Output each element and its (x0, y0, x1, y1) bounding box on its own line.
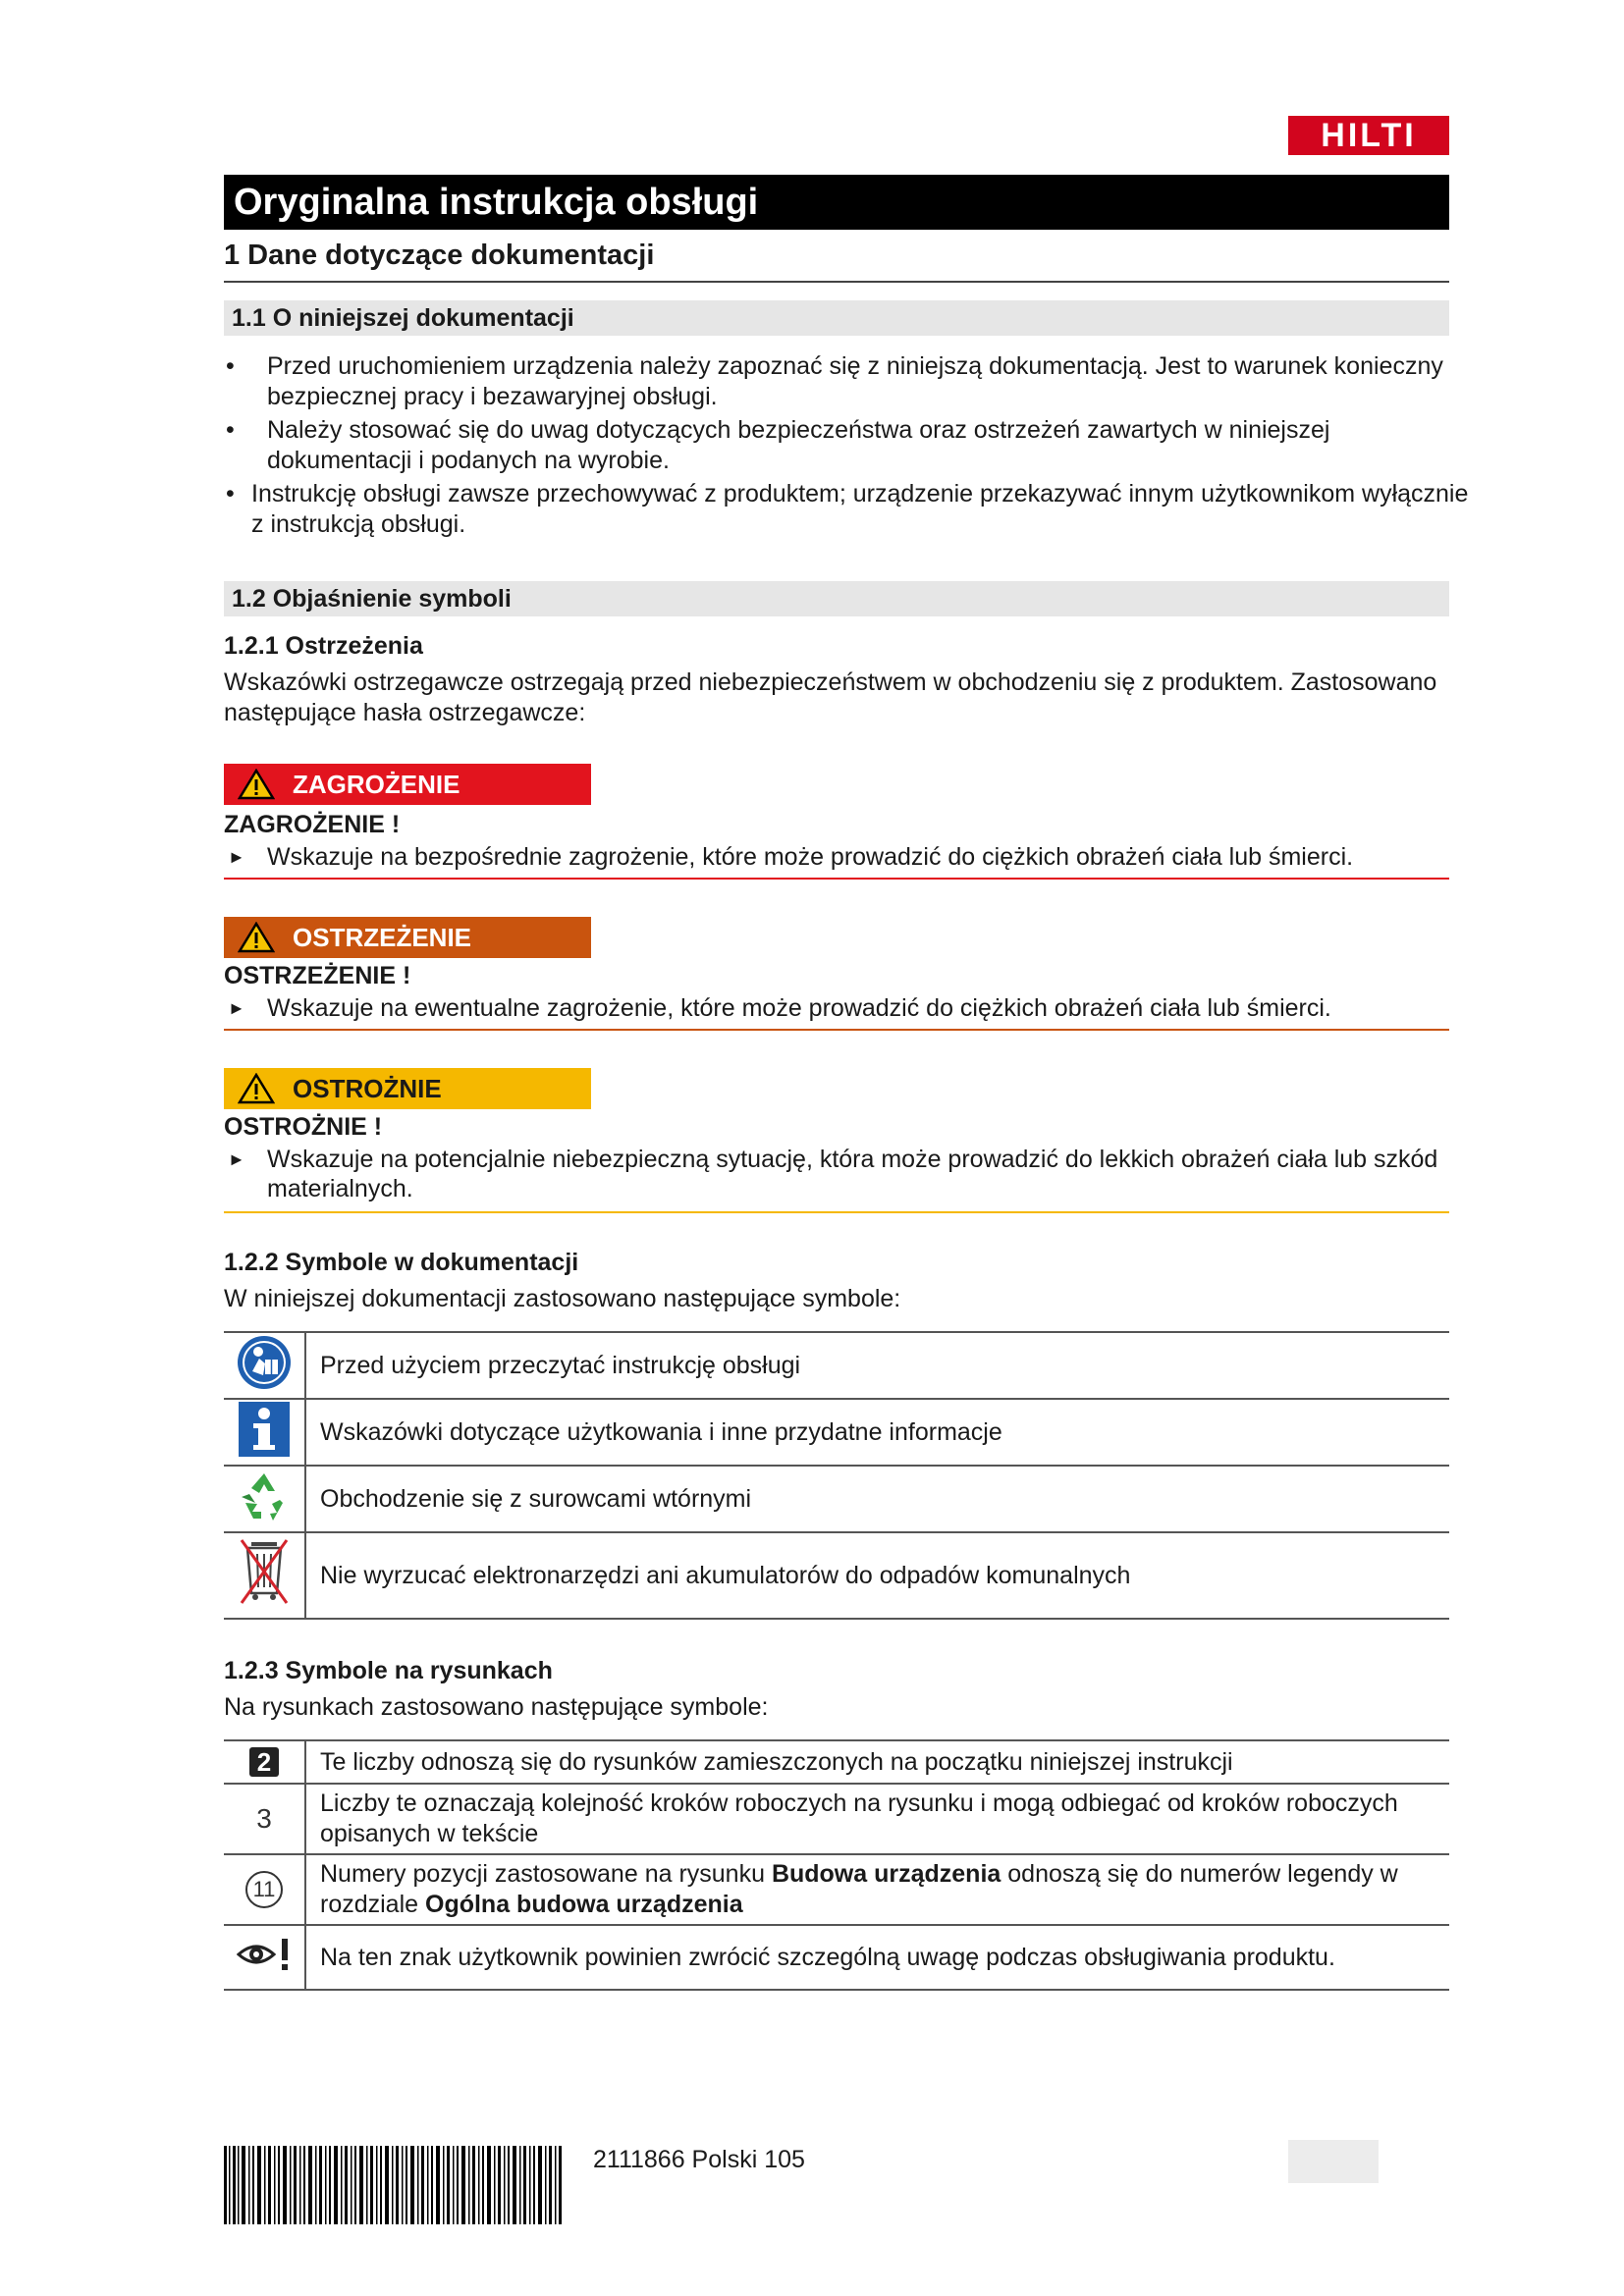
table-row (224, 1854, 1449, 1925)
caution-banner-label: OSTROŻNIE (293, 1074, 442, 1103)
caution-text: Wskazuje na potencjalnie niebezpieczną sytuację, która może prowadzić do lekkich obrażeń ciała lub szkód materialnych. (267, 1146, 1438, 1202)
icon-cell (224, 1332, 305, 1399)
table-row (224, 1784, 1449, 1854)
warning-rule (224, 1029, 1449, 1031)
caution-title: OSTROŻNIE ! (224, 1113, 383, 1141)
position-number-icon: 11 (245, 1871, 283, 1908)
figure-number-icon: 2 (249, 1747, 279, 1777)
icon-cell (224, 1532, 305, 1619)
warning-banner (224, 917, 591, 958)
figure-symbols-intro: Na rysunkach zastosowano następujące symbole: (224, 1693, 769, 1721)
step-number-icon: 3 (256, 1803, 272, 1834)
read-manual-icon (236, 1334, 293, 1391)
table-cell: Na ten znak użytkownik powinien zwrócić szczególną uwagę podczas obsługiwania produktu. (305, 1925, 1449, 1990)
icon-cell (224, 1740, 305, 1784)
warning-text-row (224, 993, 1451, 1023)
table-row (224, 1532, 1449, 1619)
arrow-icon: ► (228, 998, 245, 1018)
warning-title: OSTRZEŻENIE ! (224, 962, 411, 989)
list-item: • Przed uruchomieniem urządzenia należy zapoznać się z niniejszą dokumentacją. Jest to warunek konieczny bezpiecznej pracy i bezawaryjnej obsługi. (224, 351, 1451, 412)
caution-text-row (224, 1145, 1451, 1203)
icon-cell (224, 1399, 305, 1466)
doc-symbols-table (224, 1331, 1449, 1620)
cell-text: odnoszą się do numerów legendy w rozdziale (320, 1860, 1398, 1918)
document-title: Oryginalna instrukcja obsługi (224, 175, 1449, 230)
warning-banner-label: OSTRZEŻENIE (293, 923, 472, 952)
hilti-logo: HILTI (1288, 116, 1449, 155)
section-1-2-2-heading: 1.2.2 Symbole w dokumentacji (224, 1249, 579, 1276)
section-rule (224, 281, 1449, 283)
icon-cell (224, 1466, 305, 1532)
warnings-intro: Wskazówki ostrzegawcze ostrzegają przed niebezpieczeństwem w obchodzeniu się z produktem. Zastosowano następujące hasła ostrzegawcze: (224, 668, 1437, 726)
doc-symbols-intro: W niniejszej dokumentacji zastosowano następujące symbole: (224, 1285, 901, 1312)
recycling-icon (236, 1468, 293, 1524)
arrow-icon: ► (228, 1149, 245, 1169)
cell-text: Numery pozycji zastosowane na rysunku (320, 1860, 772, 1888)
danger-title: ZAGROŻENIE ! (224, 811, 401, 838)
section-1-heading: 1 Dane dotyczące dokumentacji (224, 240, 655, 271)
page-number-box (1288, 2140, 1379, 2183)
section-1-1-heading: 1.1 O niniejszej dokumentacji (224, 300, 1449, 336)
barcode (224, 2146, 562, 2224)
caution-banner (224, 1068, 591, 1109)
table-cell: Obchodzenie się z surowcami wtórnymi (305, 1466, 1449, 1532)
info-icon (239, 1402, 290, 1457)
figure-symbols-table (224, 1739, 1449, 1991)
table-cell: Te liczby odnoszą się do rysunków zamieszczonych na początku niniejszej instrukcji (305, 1740, 1449, 1784)
table-row (224, 1332, 1449, 1399)
list-item: • Należy stosować się do uwag dotyczących bezpieczeństwa oraz ostrzeżeń zawartych w niniejszej dokumentacji i podanych na wyrobie. (224, 415, 1451, 476)
table-row (224, 1925, 1449, 1990)
warning-triangle-icon (238, 1073, 275, 1104)
danger-text: Wskazuje na bezpośrednie zagrożenie, które może prowadzić do ciężkich obrażeń ciała lub śmierci. (267, 843, 1354, 871)
table-row (224, 1740, 1449, 1784)
danger-rule (224, 878, 1449, 880)
table-row (224, 1466, 1449, 1532)
danger-text-row (224, 842, 1451, 872)
danger-banner (224, 764, 591, 805)
footer-text: 2111866 Polski 105 (593, 2146, 805, 2173)
table-row (224, 1399, 1449, 1466)
list-item: • Instrukcję obsługi zawsze przechowywać z produktem; urządzenie przekazywać innym użytkownikom wyłącznie z instrukcją obsługi. (224, 479, 1477, 540)
section-1-2-1-heading: 1.2.1 Ostrzeżenia (224, 632, 423, 660)
cell-bold-text: Ogólna budowa urządzenia (425, 1891, 743, 1918)
icon-cell (224, 1925, 305, 1990)
crossed-bin-icon (238, 1536, 291, 1609)
section-1-2-3-heading: 1.2.3 Symbole na rysunkach (224, 1657, 553, 1684)
table-cell: Nie wyrzucać elektronarzędzi ani akumulatorów do odpadów komunalnych (305, 1532, 1449, 1619)
section-1-2-heading: 1.2 Objaśnienie symboli (224, 581, 1449, 616)
caution-rule (224, 1211, 1449, 1213)
icon-cell (224, 1854, 305, 1925)
arrow-icon: ► (228, 847, 245, 867)
icon-cell (224, 1784, 305, 1854)
table-cell: Przed użyciem przeczytać instrukcję obsługi (305, 1332, 1449, 1399)
warning-triangle-icon (238, 769, 275, 800)
warning-text: Wskazuje na ewentualne zagrożenie, które może prowadzić do ciężkich obrażeń ciała lub śmierci. (267, 994, 1331, 1022)
cell-bold-text: Budowa urządzenia (771, 1860, 1001, 1888)
table-cell: Liczby te oznaczają kolejność kroków roboczych na rysunku i mogą odbiegać od kroków roboczych opisanych w tekście (305, 1784, 1449, 1854)
table-cell: Wskazówki dotyczące użytkowania i inne przydatne informacje (305, 1399, 1449, 1466)
table-cell (305, 1854, 1449, 1925)
about-doc-bullets (224, 351, 1469, 543)
attention-eye-icon (237, 1937, 292, 1972)
warning-triangle-icon (238, 922, 275, 953)
danger-banner-label: ZAGROŻENIE (293, 770, 460, 799)
